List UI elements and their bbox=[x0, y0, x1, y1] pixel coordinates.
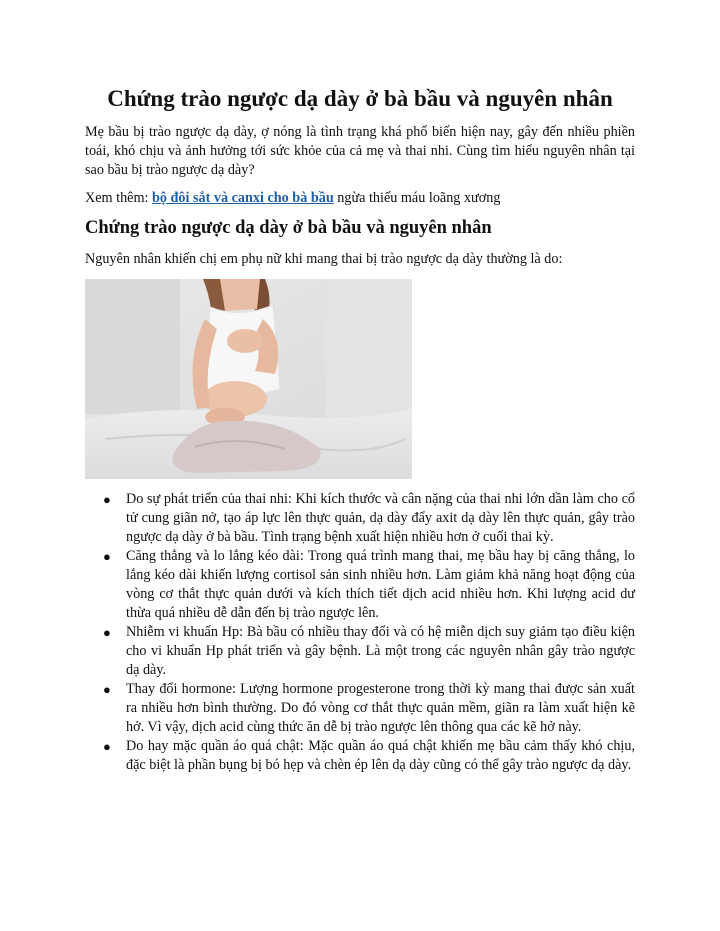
bullet-icon: ● bbox=[103, 682, 111, 697]
pregnant-woman-photo bbox=[85, 279, 412, 479]
intro-paragraph: Mẹ bầu bị trào ngược dạ dày, ợ nóng là tình trạng khá phổ biến hiện nay, gây đến nhiều phiền toái, khó chịu và ảnh hưởng tới sức khỏe của cả mẹ và thai nhi. Cùng tìm hiểu nguyên nhân tại sao bầu bị trào ngược dạ dày? bbox=[85, 124, 635, 178]
bullet-icon: ● bbox=[103, 492, 111, 507]
list-item bbox=[85, 547, 635, 623]
list-item-text: Do sự phát triển của thai nhi: Khi kích thước và cân nặng của thai nhi lớn dần làm cho cổ tử cung giãn nở, tạo áp lực lên thực quản, dạ dày đẩy axit dạ dày lên thực quản, gây trào ngược dạ dày ở bà bầu. Tình trạng bệnh xuất hiện nhiều hơn ở cuối thai kỳ. bbox=[126, 491, 635, 545]
list-item-text: Do hay mặc quần áo quá chật: Mặc quần áo quá chật khiến mẹ bầu cảm thấy khó chịu, đặc biệt là phần bụng bị bó hẹp và chèn ép lên dạ dày cũng có thể gây trào ngược dạ dày. bbox=[126, 738, 635, 773]
list-item-text: Nhiễm vi khuẩn Hp: Bà bầu có nhiều thay đổi và có hệ miễn dịch suy giảm tạo điều kiện cho vi khuẩn Hp phát triển và gây bệnh. Là một trong các nguyên nhân gây trào ngược dạ dày. bbox=[126, 624, 635, 678]
list-item bbox=[85, 680, 635, 737]
photo-illustration bbox=[85, 279, 412, 479]
bullet-icon: ● bbox=[103, 739, 111, 754]
see-more-link[interactable]: bộ đôi sắt và canxi cho bà bầu bbox=[151, 190, 334, 206]
section-heading: Chứng trào ngược dạ dày ở bà bầu và nguyên nhân bbox=[85, 218, 492, 238]
list-item-text: Thay đổi hormone: Lượng hormone progesterone trong thời kỳ mang thai được sản xuất ra nhiều hơn bình thường. Do đó vòng cơ thắt thực quản mềm, giãn ra làm xuất hiện kẽ hở. Vì vậy, dịch acid cùng thức ăn dễ bị trào ngược lên thông qua các kẽ hở này. bbox=[126, 681, 635, 735]
see-more-prefix: Xem thêm: bbox=[85, 190, 152, 206]
cause-intro-paragraph: Nguyên nhân khiến chị em phụ nữ khi mang thai bị trào ngược dạ dày thường là do: bbox=[85, 251, 563, 267]
list-item bbox=[85, 737, 635, 775]
see-more-line bbox=[85, 189, 635, 208]
causes-list bbox=[85, 490, 635, 775]
bullet-icon: ● bbox=[103, 549, 111, 564]
bullet-icon: ● bbox=[103, 625, 111, 640]
list-item-text: Căng thẳng và lo lắng kéo dài: Trong quá trình mang thai, mẹ bầu hay bị căng thẳng, lo lắng kéo dài khiến lượng cortisol sản sinh nhiều hơn. Làm giảm khả năng hoạt động của vòng cơ thắt thực quản dưới và kích thích tiết dịch acid nhiều hơn. Khi lượng acid dư thừa quá nhiều dễ dẫn đến bị trào ngược lên. bbox=[126, 548, 635, 621]
see-more-suffix: ngừa thiếu máu loãng xương bbox=[333, 190, 501, 206]
list-item bbox=[85, 623, 635, 680]
list-item bbox=[85, 490, 635, 547]
page-title: Chứng trào ngược dạ dày ở bà bầu và nguyên nhân bbox=[107, 86, 613, 111]
